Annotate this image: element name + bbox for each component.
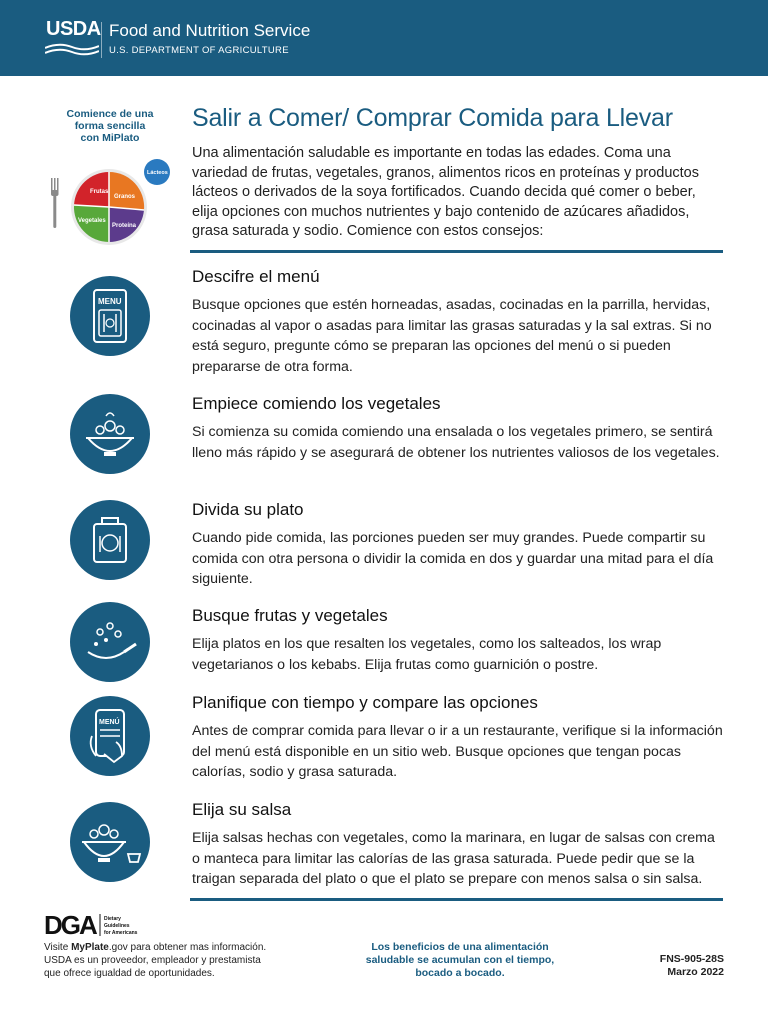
myplate-caption [55, 108, 165, 144]
phone-menu-text: MENÚ [99, 719, 120, 726]
section-heading: Planifique con tiempo y compare las opciones [192, 693, 538, 712]
footer-visit [44, 941, 314, 954]
footer-doc-info [660, 953, 724, 979]
phone-menu-icon [70, 696, 150, 776]
dga-line2: Guidelines [104, 923, 130, 929]
section-body: Si comienza su comida comiendo una ensalada o los vegetales primero, se sentirá lleno más rápido y se asegurará de obtener los nutrientes valiosos de los vegetales. [192, 424, 720, 461]
menu-board-icon [70, 276, 150, 356]
section-menu [192, 267, 724, 377]
section-body: Antes de comprar comida para llevar o ir a un restaurante, verifique si la información del menú está disponible en un sitio web. Busque opciones que tengan pocas calorías, sodio y grasa saturada. [192, 723, 723, 780]
visit-suffix: .gov para obtener mas información. [108, 942, 267, 953]
usda-logo: USDA [46, 18, 101, 40]
section-heading: Elija su salsa [192, 800, 292, 819]
protein-label: Proteína [112, 223, 137, 229]
fork-icon [51, 178, 59, 228]
salad-bowl-icon [70, 394, 150, 474]
section-body: Cuando pide comida, las porciones pueden ser muy grandes. Puede compartir su comida con otra persona o dividir la comida en dos y guardar una mitad para el día siguiente. [192, 530, 714, 587]
section-body: Elija salsas hechas con vegetales, como la marinara, en lugar de salsas con crema o manteca para limitar las calorías de las grasa saturada. Puede pedir que se la traigan separada del plato o que el plato se prepare con menos salsa o sin salsa. [192, 830, 715, 887]
myplate-caption-line2: forma sencilla [74, 120, 146, 132]
myplate-brand: MiPlato [102, 132, 140, 144]
section-sauce [192, 800, 724, 890]
section-heading: Descifre el menú [192, 267, 320, 286]
header-banner [0, 0, 768, 76]
usda-logo-wave-icon [45, 42, 99, 58]
section-plan-ahead [192, 693, 724, 783]
myplate-link[interactable]: MyPlate [71, 942, 109, 953]
dga-logo [44, 910, 144, 938]
tagline-line3: bocado a bocado. [415, 967, 505, 979]
tagline-line2: saludable se acumulan con el tiempo, [365, 954, 555, 966]
divider-bottom [190, 898, 723, 901]
page-title: Salir a Comer/ Comprar Comida para Llevar [192, 104, 673, 132]
intro-paragraph: Una alimentación saludable es importante en todas las edades. Coma una variedad de frutas, vegetales, granos, alimentos ricos en proteínas y productos lácteos o derivados de la soya fortificados. Cuando decida qué comer o beber, elija opciones con muchos nutrientes y bajo contenido de azúcares añadidos, grasa saturada y sodio. Comience con estos consejos: [192, 145, 699, 239]
menu-board-text: MENU [98, 297, 122, 306]
document-date: Marzo 2022 [667, 966, 724, 978]
grains-segment [109, 172, 144, 210]
tagline-line1: Los beneficios de una alimentación [371, 941, 549, 953]
section-heading: Divida su plato [192, 500, 304, 519]
dga-line1: Dietary [104, 916, 121, 922]
footer-tagline [340, 941, 580, 980]
dga-logo-text: DGA [44, 910, 96, 938]
agency-name: Food and Nutrition Service [109, 21, 311, 40]
section-vegetables-first [192, 394, 724, 463]
vegetables-label: Vegetales [78, 218, 106, 224]
section-heading: Empiece comiendo los vegetales [192, 394, 441, 413]
dairy-label: Lácteos [147, 170, 168, 176]
visit-prefix: Visite [44, 942, 72, 953]
footer-line2: USDA es un proveedor, empleador y prestamista [44, 955, 261, 966]
footer-info [44, 941, 314, 980]
myplate-icon [44, 150, 174, 245]
section-body: Elija platos en los que resalten los vegetales, como los salteados, los wrap vegetarianos o los kebabs. Elija frutas como guarnición o postre. [192, 636, 662, 673]
section-heading: Busque frutas y vegetales [192, 606, 388, 625]
department-name: U.S. DEPARTMENT OF AGRICULTURE [109, 45, 289, 56]
section-fruits-vegetables [192, 606, 724, 675]
sauce-bowl-icon [70, 802, 150, 882]
fruits-label: Frutas [90, 189, 109, 195]
divider-top [190, 250, 723, 253]
section-split-plate [192, 500, 724, 590]
grains-label: Granos [114, 194, 136, 200]
takeout-bag-icon [70, 500, 150, 580]
myplate-caption-prefix: con [80, 132, 103, 144]
footer-line3: que ofrece igualdad de oportunidades. [44, 968, 215, 979]
dga-line3: for Americans [104, 930, 138, 936]
myplate-caption-line1: Comience de una [66, 108, 154, 120]
myplate-caption-line3 [55, 132, 165, 144]
header-divider [101, 22, 102, 58]
stir-fry-pan-icon [70, 602, 150, 682]
section-body: Busque opciones que estén horneadas, asadas, cocinadas en la parrilla, hervidas, cocinadas al vapor o asadas para limitar las grasas saturadas y la sal extras. Si no está seguro, pregunte cómo se preparan las opciones del menú o si pueden prepararse de otra forma. [192, 297, 712, 375]
document-code: FNS-905-28S [659, 953, 724, 965]
